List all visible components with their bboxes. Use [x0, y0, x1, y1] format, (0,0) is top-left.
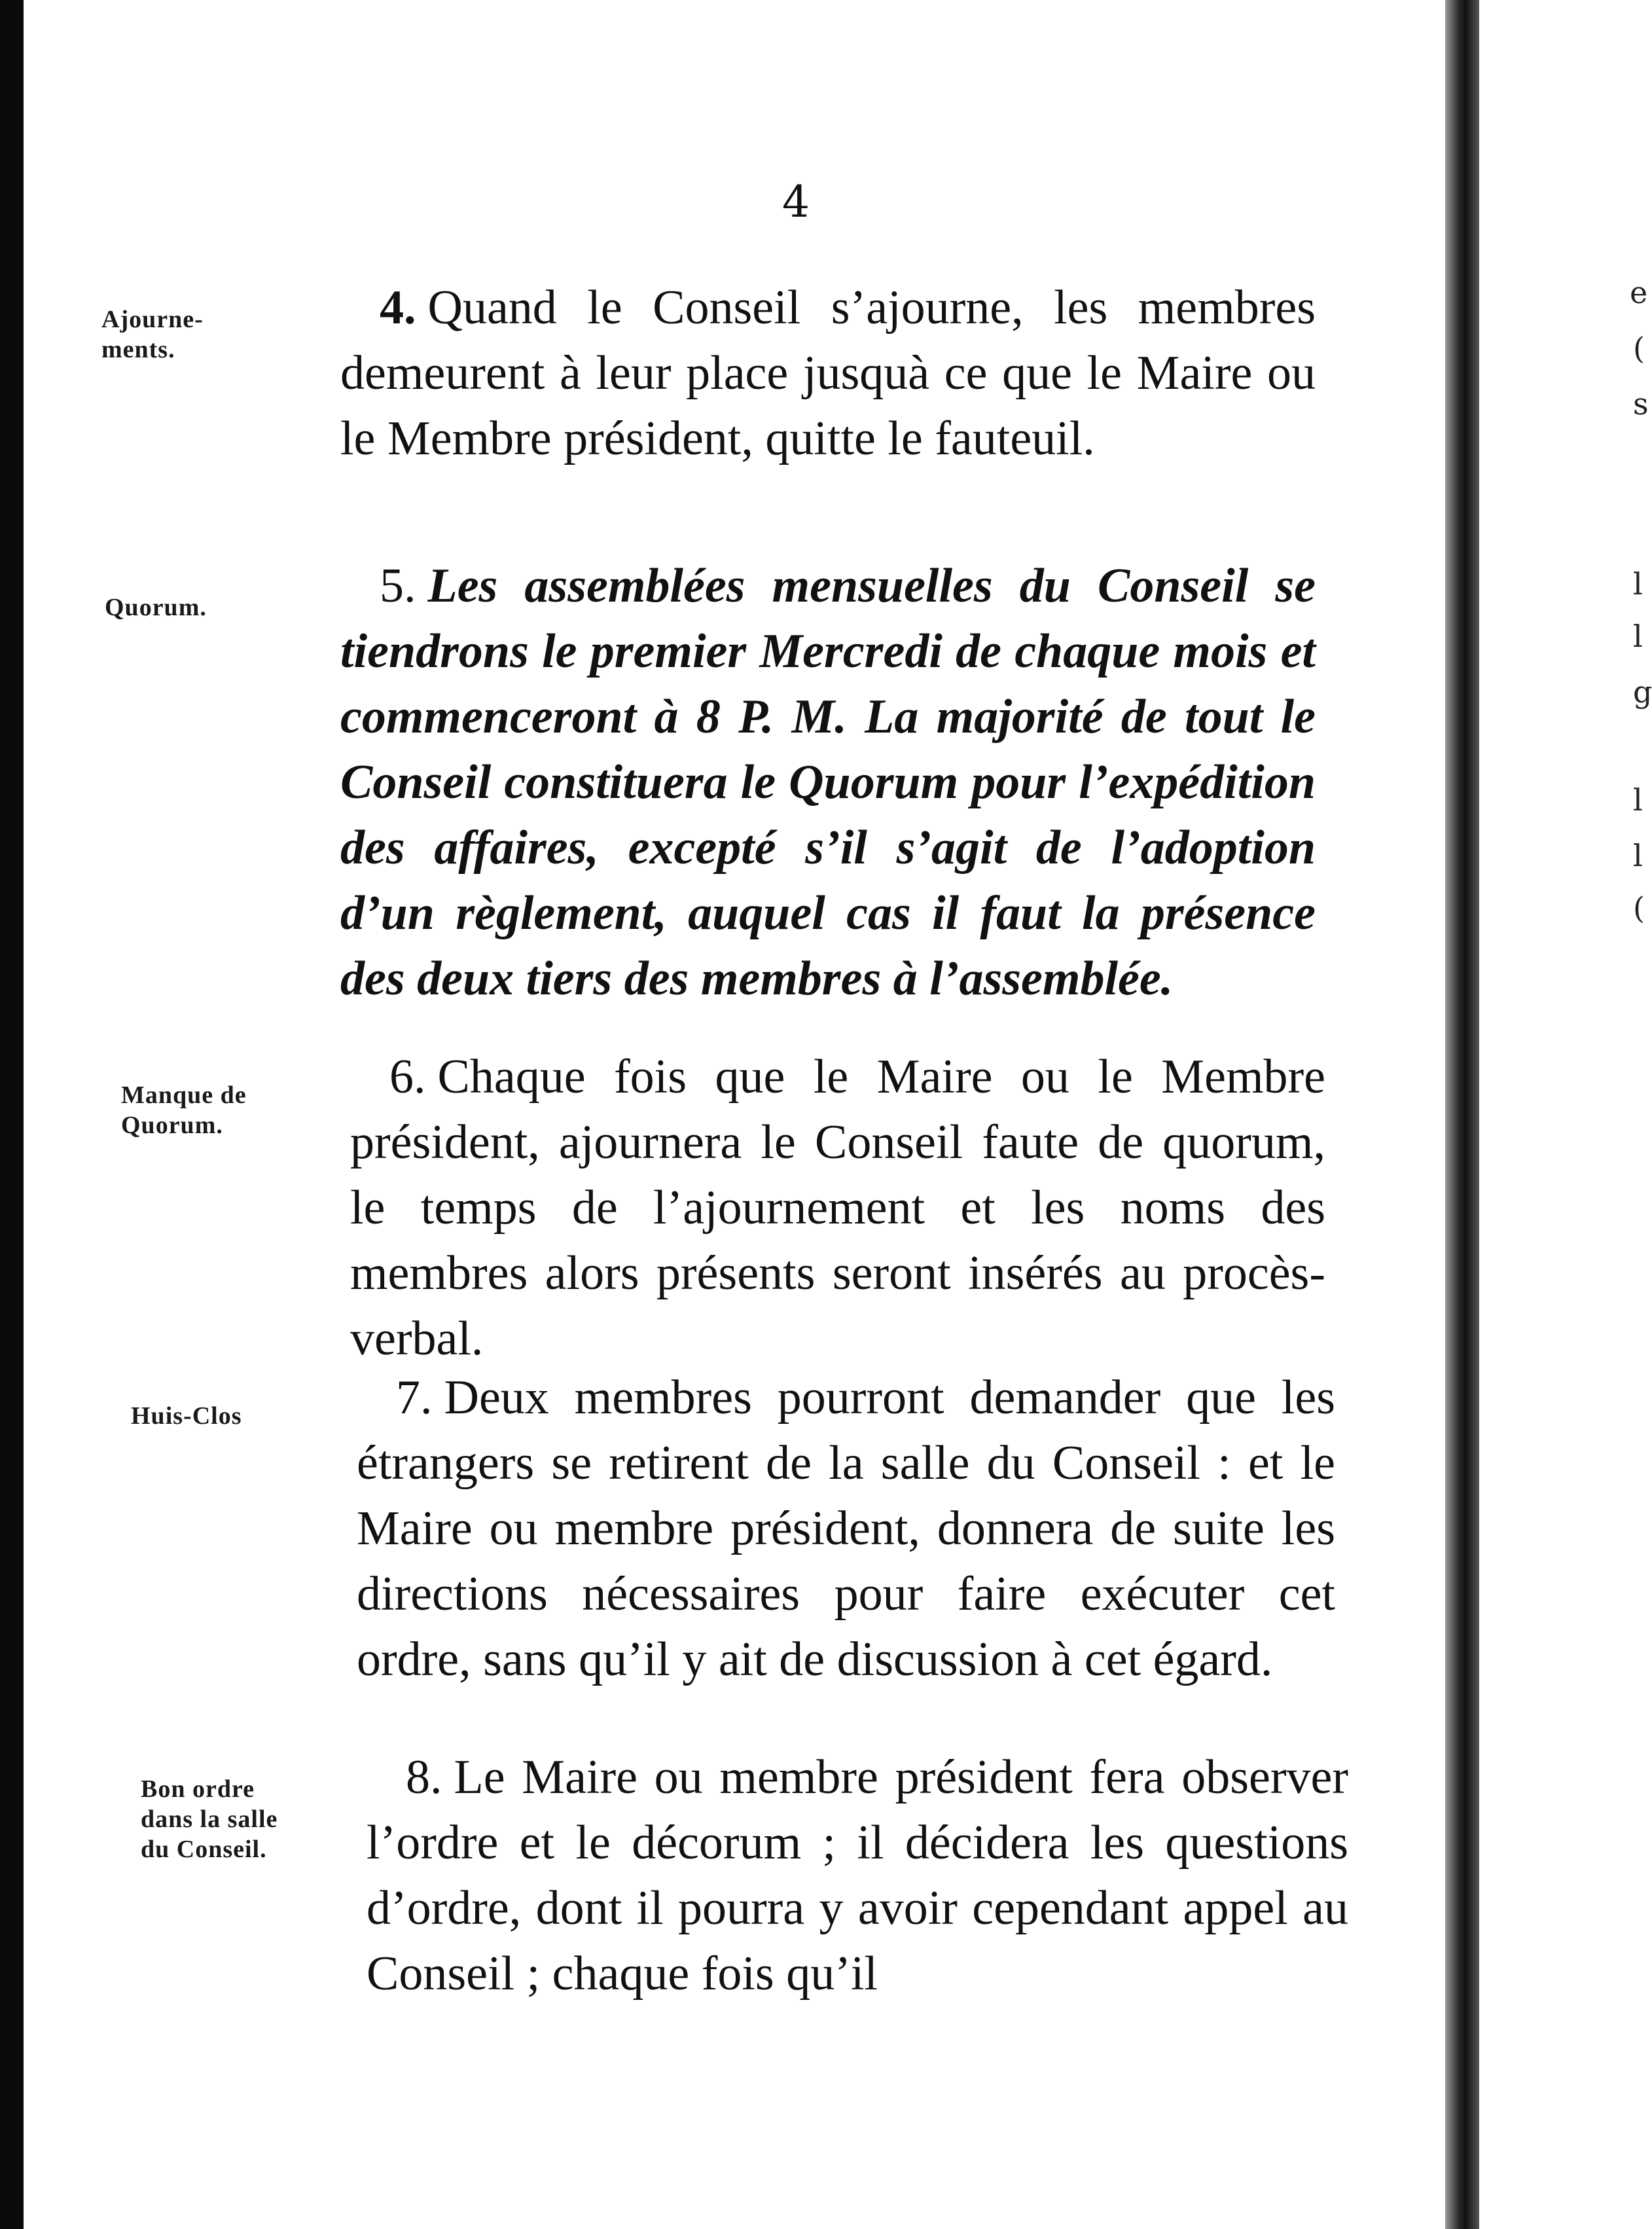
margin-note-ajournements	[101, 304, 204, 365]
article-number: 8.	[406, 1750, 442, 1804]
margin-note-text: Quorum.	[105, 594, 207, 621]
article-6	[350, 1044, 1325, 1371]
facing-fragment: s	[1633, 386, 1649, 422]
facing-fragment: l	[1633, 619, 1643, 654]
facing-page-edge	[1479, 0, 1652, 2229]
article-text: Le Maire ou membre président fera observer l’ordre et le décorum ; il décidera les questions d’ordre, dont il pourra y avoir cependant appel au Conseil ; chaque fois qu’il	[367, 1750, 1348, 2001]
article-text: Deux membres pourront demander que les étrangers se retirent de la salle du Conseil : et le Maire ou membre président, donnera de suite les directions nécessaires pour faire exécuter cet ordre, sans qu’il y ait de discussion à cet égard.	[357, 1371, 1335, 1686]
margin-note-manque-de-quorum	[121, 1080, 247, 1140]
facing-fragment: l	[1633, 782, 1643, 818]
article-8	[367, 1745, 1348, 2006]
facing-fragment: g	[1633, 674, 1652, 710]
article-7	[357, 1365, 1335, 1692]
margin-note-text: Bon ordre dans la salle du Conseil.	[141, 1775, 278, 1863]
article-text: Chaque fois que le Maire ou le Membre président, ajournera le Conseil faute de quorum, le temps de l’ajournement et les noms des membres alors présents seront insérés au procès-verbal.	[350, 1050, 1325, 1366]
facing-fragment: l	[1633, 838, 1643, 873]
article-number: 4.	[380, 281, 416, 335]
margin-note-text: Huis-Clos	[131, 1402, 242, 1430]
facing-fragment: (	[1633, 890, 1645, 926]
article-text: Les assemblées mensuelles du Conseil se tiendrons le premier Mercredi de chaque mois et commenceront à 8 P. M. La majorité de tout le Conseil constituera le Quorum pour l’expédition des affaires, excepté s’il s’agit de l’adoption d’un règlement, auquel cas il faut la présence des deux tiers des membres à l’assemblée.	[340, 559, 1316, 1006]
article-number: 6.	[389, 1050, 426, 1104]
article-5	[340, 553, 1316, 1011]
margin-note-quorum	[105, 592, 207, 623]
article-number: 5.	[380, 559, 416, 613]
article-4	[340, 275, 1316, 471]
book-gutter	[1445, 0, 1479, 2229]
margin-note-text: Manque de Quorum.	[121, 1081, 247, 1139]
facing-fragment: l	[1633, 566, 1643, 602]
margin-note-huis-clos	[131, 1401, 242, 1431]
margin-note-bon-ordre	[141, 1774, 278, 1864]
page-number: 4	[782, 177, 810, 227]
margin-note-text: Ajourne- ments.	[101, 306, 204, 363]
scan-border-left	[0, 0, 24, 2229]
article-text: Quand le Conseil s’ajourne, les membres demeurent à leur place jusquà ce que le Maire ou le Membre président, quitte le fauteuil.	[340, 281, 1316, 465]
facing-fragment: (	[1633, 331, 1645, 366]
article-number: 7.	[396, 1371, 433, 1424]
facing-fragment: e	[1630, 275, 1648, 310]
